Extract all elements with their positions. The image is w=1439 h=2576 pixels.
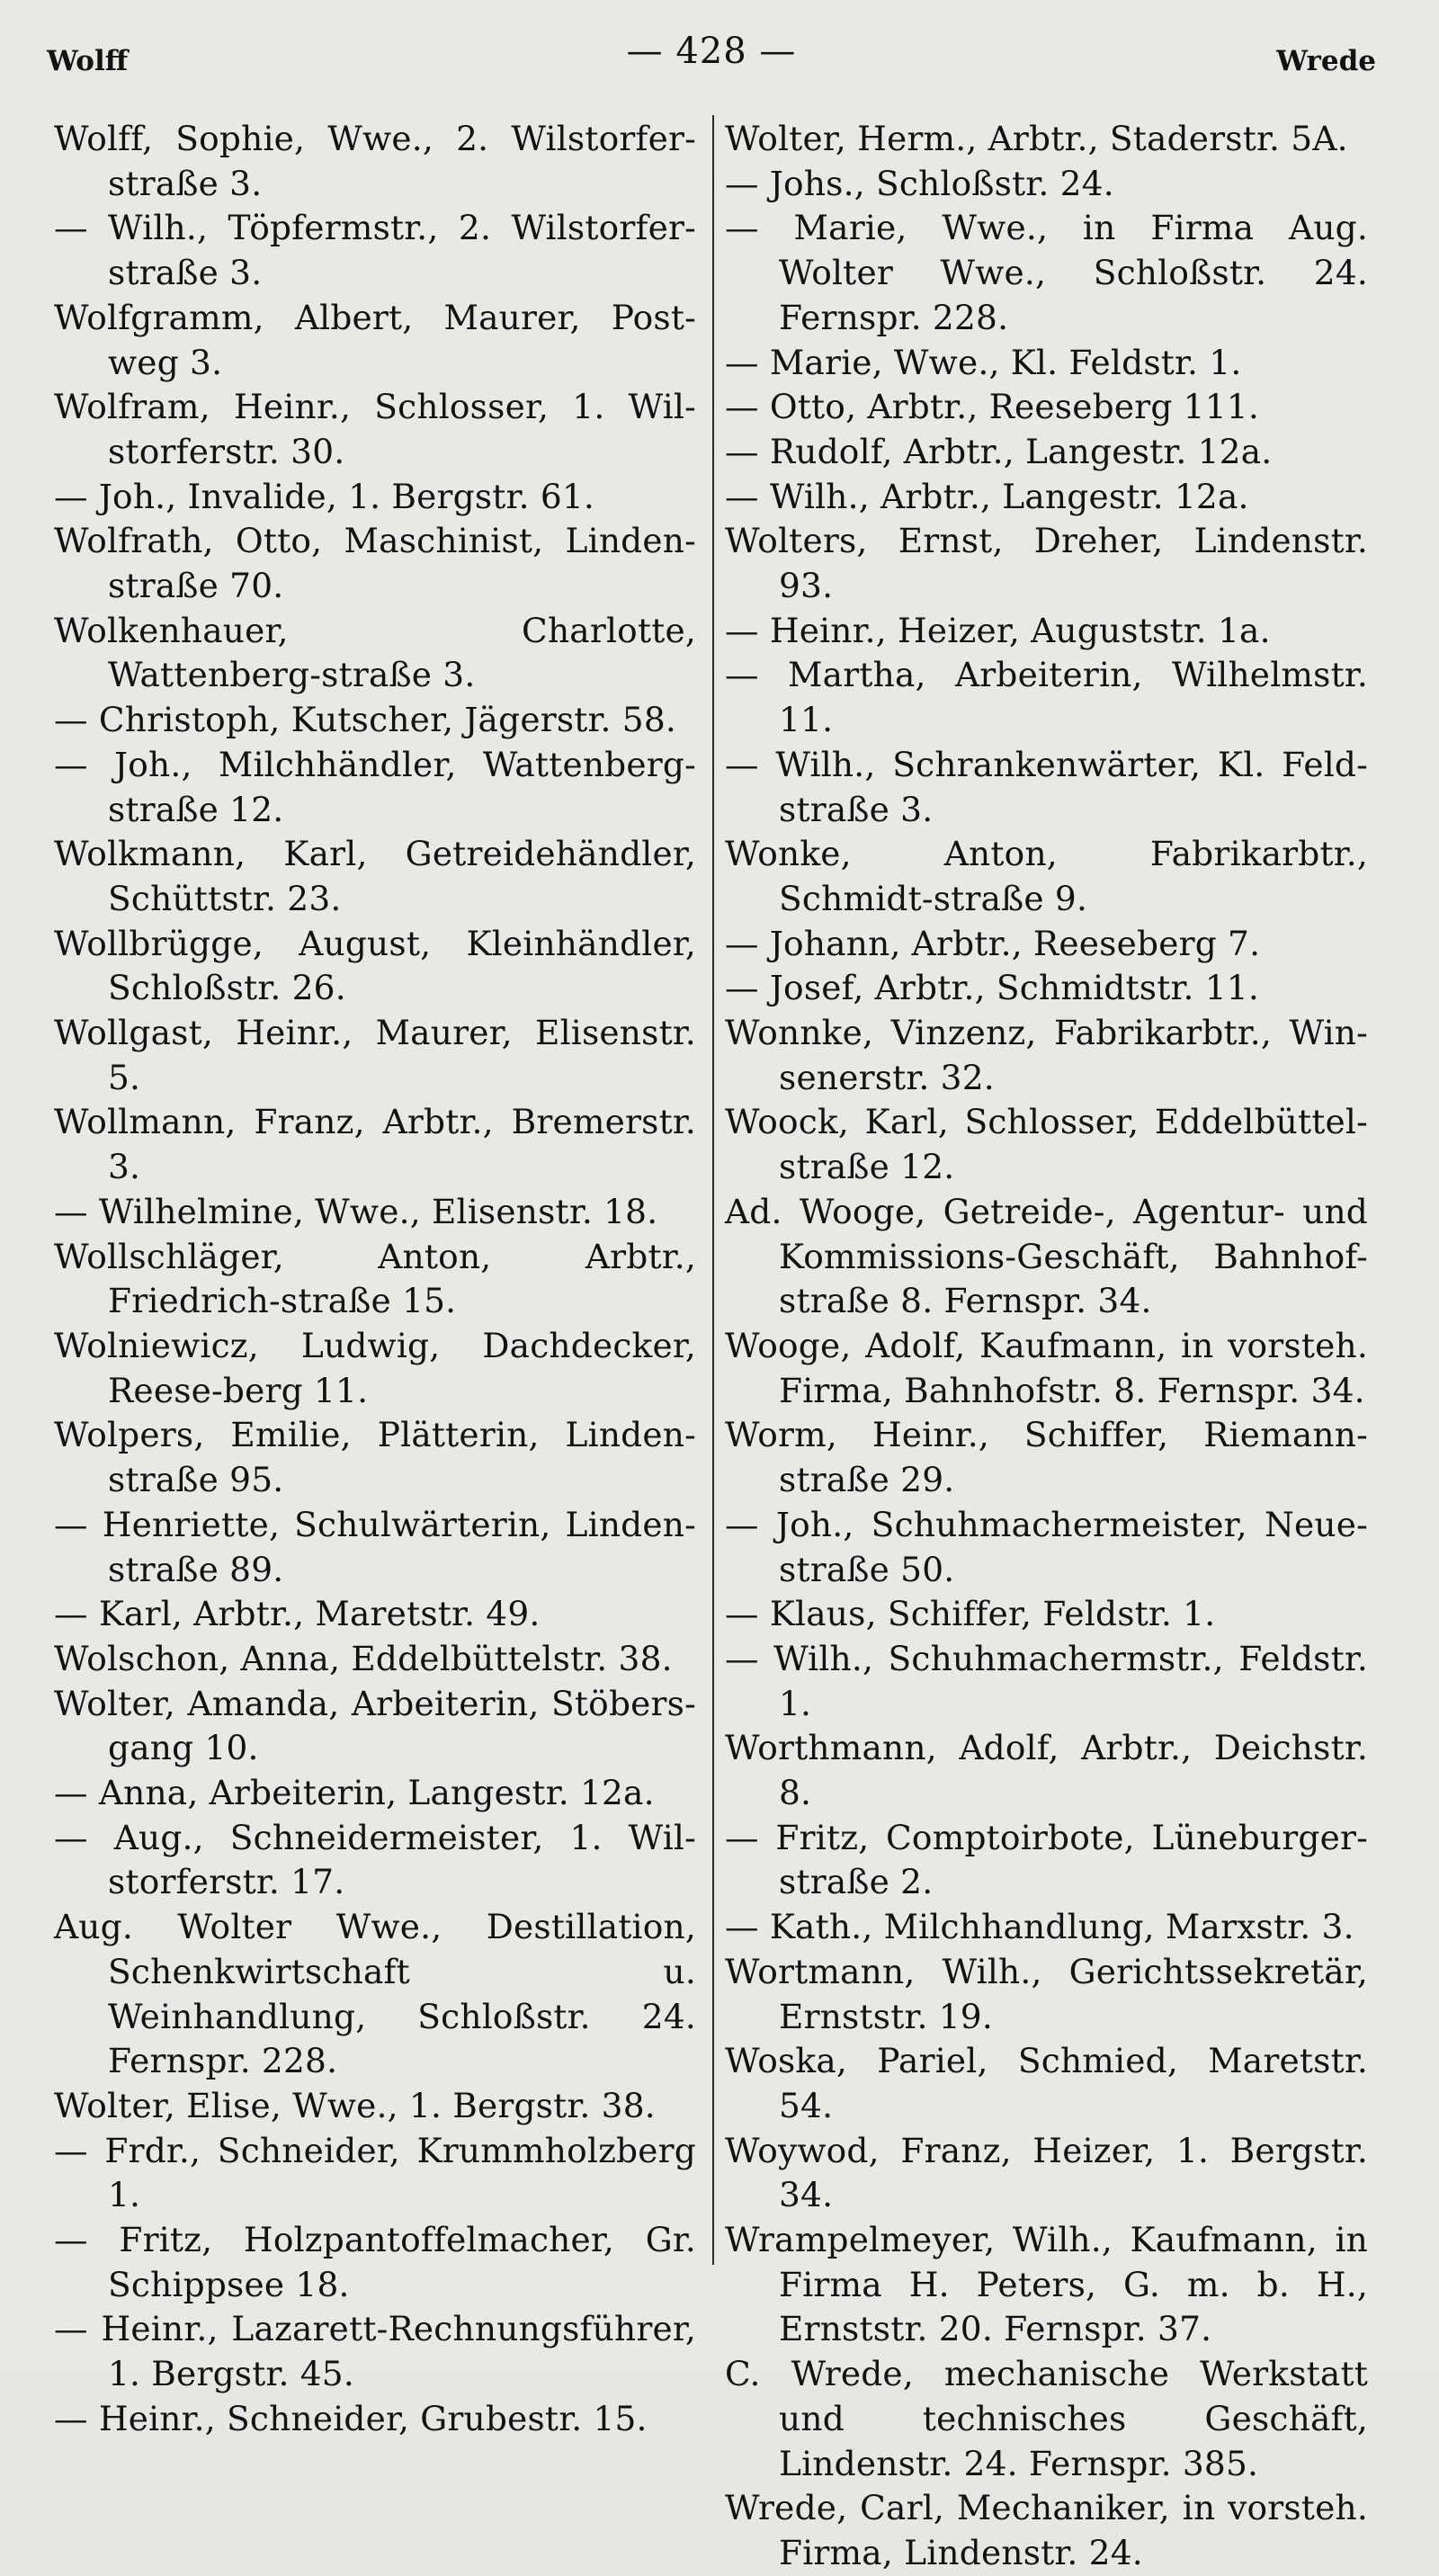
directory-entry: — Joh., Invalide, 1. Bergstr. 61. — [54, 476, 595, 516]
directory-entry: Worm, Heinr., Schiffer, Riemann-straße 29. — [725, 1415, 1368, 1500]
directory-entry: — Wilh., Arbtr., Langestr. 12a. — [725, 476, 1249, 516]
directory-entry: Wolpers, Emilie, Plätterin, Linden-straße 95. — [54, 1415, 696, 1500]
directory-entry: — Johann, Arbtr., Reeseberg 7. — [725, 923, 1261, 963]
directory-entry: — Martha, Arbeiterin, Wilhelmstr. 11. — [725, 655, 1368, 740]
directory-entry: — Frdr., Schneider, Krummholzberg 1. — [54, 2130, 696, 2215]
directory-entry: Wonnke, Vinzenz, Fabrikarbtr., Win-senerstr. 32. — [725, 1013, 1368, 1097]
directory-entry: Ad. Wooge, Getreide-, Agentur- und Kommissions-Geschäft, Bahnhof-straße 8. Fernspr. 34. — [725, 1191, 1368, 1321]
directory-entry: — Heinr., Lazarett-Rechnungsführer, 1. Bergstr. 45. — [54, 2309, 696, 2394]
directory-entry: Wolkenhauer, Charlotte, Wattenberg-straße 3. — [54, 610, 696, 695]
directory-entry: — Joh., Milchhändler, Wattenberg-straße 12. — [54, 744, 696, 829]
directory-entry: Woock, Karl, Schlosser, Eddelbüttel-straße 12. — [725, 1102, 1368, 1187]
directory-entry: — Karl, Arbtr., Maretstr. 49. — [54, 1594, 541, 1634]
directory-entry: — Wilh., Schuhmachermstr., Feldstr. 1. — [725, 1638, 1368, 1723]
directory-entry: — Otto, Arbtr., Reeseberg 111. — [725, 387, 1259, 427]
directory-entry: Wolniewicz, Ludwig, Dachdecker, Reese-berg 11. — [54, 1325, 696, 1410]
directory-entry: — Marie, Wwe., Kl. Feldstr. 1. — [725, 342, 1242, 382]
directory-entry: — Heinr., Heizer, Auguststr. 1a. — [725, 610, 1271, 650]
directory-entry: Wolter, Herm., Arbtr., Staderstr. 5A. — [725, 119, 1348, 158]
running-head-right: Wrede — [1276, 45, 1376, 77]
running-head-left: Wolff — [47, 45, 129, 77]
directory-entry: Wolfram, Heinr., Schlosser, 1. Wil-storferstr. 30. — [54, 387, 696, 471]
directory-entry: — Anna, Arbeiterin, Langestr. 12a. — [54, 1773, 655, 1813]
directory-entry: Wortmann, Wilh., Gerichtssekretär, Ernststr. 19. — [725, 1951, 1368, 2036]
directory-entry: — Wilh., Schrankenwärter, Kl. Feld-straße 3. — [725, 744, 1368, 829]
directory-entry: Aug. Wolter Wwe., Destillation, Schenkwirtschaft u. Weinhandlung, Schloßstr. 24. Fernspr. 228. — [54, 1907, 696, 2081]
directory-entry: — Johs., Schloßstr. 24. — [725, 163, 1114, 203]
directory-entry: Wrampelmeyer, Wilh., Kaufmann, in Firma H. Peters, G. m. b. H., Ernststr. 20. Fernspr. 37. — [725, 2220, 1368, 2349]
directory-entry: Wolfgramm, Albert, Maurer, Post-weg 3. — [54, 297, 696, 382]
directory-entry: Wollbrügge, August, Kleinhändler, Schloßstr. 26. — [54, 923, 696, 1008]
directory-entry: — Josef, Arbtr., Schmidtstr. 11. — [725, 968, 1259, 1008]
right-column — [725, 117, 1368, 2576]
directory-entry: Wonke, Anton, Fabrikarbtr., Schmidt-straße 9. — [725, 834, 1368, 918]
page-number: — 428 — — [626, 31, 797, 72]
directory-entry: C. Wrede, mechanische Werkstatt und technisches Geschäft, Lindenstr. 24. Fernspr. 385. — [725, 2354, 1368, 2483]
directory-entry: Wolter, Elise, Wwe., 1. Bergstr. 38. — [54, 2085, 656, 2125]
directory-entry: Wooge, Adolf, Kaufmann, in vorsteh. Firma, Bahnhofstr. 8. Fernspr. 34. — [725, 1325, 1368, 1410]
directory-entry: Wolff, Sophie, Wwe., 2. Wilstorfer-straße 3. — [54, 119, 696, 203]
left-column — [54, 117, 696, 2442]
directory-entry: — Rudolf, Arbtr., Langestr. 12a. — [725, 431, 1273, 471]
directory-entry: — Christoph, Kutscher, Jägerstr. 58. — [54, 700, 677, 740]
directory-entry: Woska, Pariel, Schmied, Maretstr. 54. — [725, 2041, 1368, 2125]
directory-entry: Wollmann, Franz, Arbtr., Bremerstr. 3. — [54, 1102, 696, 1187]
column-divider — [712, 115, 714, 2265]
directory-entry: — Fritz, Comptoirbote, Lüneburger-straße 2. — [725, 1817, 1368, 1902]
page-header — [47, 25, 1376, 79]
directory-entry: Wolters, Ernst, Dreher, Lindenstr. 93. — [725, 521, 1368, 606]
directory-entry: Worthmann, Adolf, Arbtr., Deichstr. 8. — [725, 1728, 1368, 1813]
directory-entry: Wolkmann, Karl, Getreidehändler, Schüttstr. 23. — [54, 834, 696, 918]
directory-entry: — Joh., Schuhmachermeister, Neue-straße 50. — [725, 1504, 1368, 1589]
directory-entry: — Wilh., Töpfermstr., 2. Wilstorfer-straße 3. — [54, 208, 696, 293]
directory-entry: — Klaus, Schiffer, Feldstr. 1. — [725, 1594, 1216, 1634]
directory-entry: — Heinr., Schneider, Grubestr. 15. — [54, 2398, 648, 2438]
directory-entry: — Kath., Milchhandlung, Marxstr. 3. — [725, 1907, 1354, 1947]
directory-entry: Wrede, Carl, Mechaniker, in vorsteh. Firma, Lindenstr. 24. — [725, 2488, 1368, 2572]
directory-entry: — Wilhelmine, Wwe., Elisenstr. 18. — [54, 1191, 658, 1231]
directory-entry: Wolter, Amanda, Arbeiterin, Stöbers-gang 10. — [54, 1683, 696, 1768]
directory-entry: Wollschläger, Anton, Arbtr., Friedrich-straße 15. — [54, 1236, 696, 1321]
directory-entry: Wollgast, Heinr., Maurer, Elisenstr. 5. — [54, 1013, 696, 1097]
directory-entry: — Aug., Schneidermeister, 1. Wil-storferstr. 17. — [54, 1817, 696, 1902]
directory-entry: Wolschon, Anna, Eddelbüttelstr. 38. — [54, 1638, 673, 1678]
directory-entry: — Henriette, Schulwärterin, Linden-straße 89. — [54, 1504, 696, 1589]
directory-entry: — Fritz, Holzpantoffelmacher, Gr. Schippsee 18. — [54, 2220, 696, 2304]
directory-entry: — Marie, Wwe., in Firma Aug. Wolter Wwe., Schloßstr. 24. Fernspr. 228. — [725, 208, 1368, 337]
directory-entry: Woywod, Franz, Heizer, 1. Bergstr. 34. — [725, 2130, 1368, 2215]
directory-entry: Wolfrath, Otto, Maschinist, Linden-straße 70. — [54, 521, 696, 606]
